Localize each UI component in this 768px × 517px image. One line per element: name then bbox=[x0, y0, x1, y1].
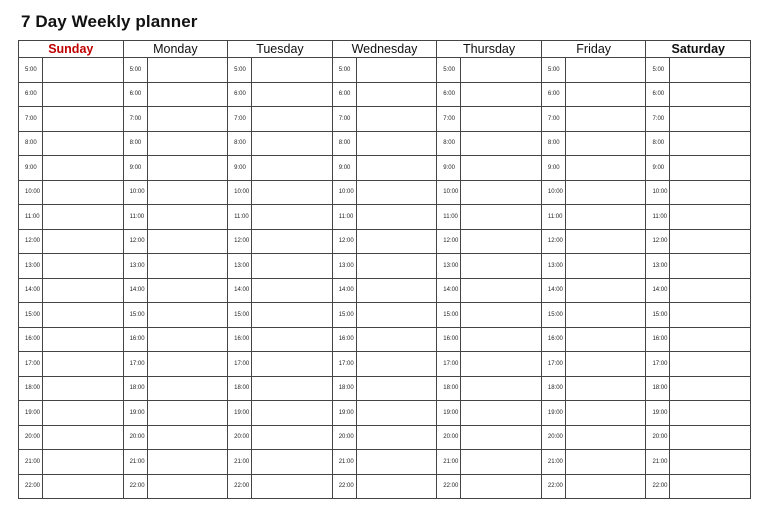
time-label: 19:00 bbox=[332, 401, 356, 426]
time-label: 17:00 bbox=[437, 352, 461, 377]
time-label: 21:00 bbox=[541, 450, 565, 475]
note-cell-saturday[interactable] bbox=[670, 474, 751, 499]
day-header-thursday: Thursday bbox=[437, 41, 542, 58]
time-row bbox=[19, 352, 751, 377]
day-header-monday: Monday bbox=[123, 41, 228, 58]
time-label: 12:00 bbox=[123, 229, 147, 254]
time-label: 21:00 bbox=[437, 450, 461, 475]
note-cell-wednesday[interactable] bbox=[356, 205, 437, 230]
time-label: 6:00 bbox=[19, 82, 43, 107]
time-label: 11:00 bbox=[541, 205, 565, 230]
time-label: 5:00 bbox=[123, 58, 147, 83]
time-label: 10:00 bbox=[437, 180, 461, 205]
time-label: 6:00 bbox=[541, 82, 565, 107]
time-label: 14:00 bbox=[541, 278, 565, 303]
note-cell-friday[interactable] bbox=[565, 107, 646, 132]
time-label: 18:00 bbox=[19, 376, 43, 401]
note-cell-sunday[interactable] bbox=[43, 425, 124, 450]
note-cell-friday[interactable] bbox=[565, 450, 646, 475]
time-label: 5:00 bbox=[332, 58, 356, 83]
note-cell-thursday[interactable] bbox=[461, 156, 542, 181]
note-cell-monday[interactable] bbox=[147, 327, 228, 352]
note-cell-tuesday[interactable] bbox=[252, 131, 333, 156]
note-cell-monday[interactable] bbox=[147, 401, 228, 426]
time-label: 7:00 bbox=[228, 107, 252, 132]
time-label: 20:00 bbox=[541, 425, 565, 450]
note-cell-wednesday[interactable] bbox=[356, 425, 437, 450]
note-cell-tuesday[interactable] bbox=[252, 425, 333, 450]
note-cell-thursday[interactable] bbox=[461, 229, 542, 254]
time-label: 15:00 bbox=[437, 303, 461, 328]
time-label: 13:00 bbox=[437, 254, 461, 279]
day-header-tuesday: Tuesday bbox=[228, 41, 333, 58]
time-label: 7:00 bbox=[19, 107, 43, 132]
time-label: 13:00 bbox=[19, 254, 43, 279]
note-cell-tuesday[interactable] bbox=[252, 474, 333, 499]
note-cell-thursday[interactable] bbox=[461, 205, 542, 230]
note-cell-wednesday[interactable] bbox=[356, 229, 437, 254]
note-cell-thursday[interactable] bbox=[461, 303, 542, 328]
time-row bbox=[19, 131, 751, 156]
time-label: 7:00 bbox=[123, 107, 147, 132]
note-cell-tuesday[interactable] bbox=[252, 254, 333, 279]
time-label: 6:00 bbox=[437, 82, 461, 107]
time-label: 10:00 bbox=[123, 180, 147, 205]
note-cell-saturday[interactable] bbox=[670, 82, 751, 107]
note-cell-wednesday[interactable] bbox=[356, 303, 437, 328]
time-label: 15:00 bbox=[646, 303, 670, 328]
note-cell-sunday[interactable] bbox=[43, 474, 124, 499]
time-label: 11:00 bbox=[646, 205, 670, 230]
time-label: 11:00 bbox=[228, 205, 252, 230]
time-row bbox=[19, 474, 751, 499]
time-label: 17:00 bbox=[541, 352, 565, 377]
note-cell-thursday[interactable] bbox=[461, 107, 542, 132]
note-cell-saturday[interactable] bbox=[670, 58, 751, 83]
time-label: 11:00 bbox=[437, 205, 461, 230]
note-cell-wednesday[interactable] bbox=[356, 107, 437, 132]
time-label: 13:00 bbox=[541, 254, 565, 279]
time-label: 11:00 bbox=[332, 205, 356, 230]
time-label: 16:00 bbox=[123, 327, 147, 352]
note-cell-saturday[interactable] bbox=[670, 156, 751, 181]
day-header-saturday: Saturday bbox=[646, 41, 751, 58]
time-label: 12:00 bbox=[541, 229, 565, 254]
note-cell-friday[interactable] bbox=[565, 229, 646, 254]
time-label: 6:00 bbox=[646, 82, 670, 107]
time-label: 11:00 bbox=[19, 205, 43, 230]
time-label: 12:00 bbox=[646, 229, 670, 254]
note-cell-thursday[interactable] bbox=[461, 376, 542, 401]
note-cell-tuesday[interactable] bbox=[252, 401, 333, 426]
time-label: 14:00 bbox=[123, 278, 147, 303]
time-label: 17:00 bbox=[123, 352, 147, 377]
note-cell-tuesday[interactable] bbox=[252, 376, 333, 401]
note-cell-tuesday[interactable] bbox=[252, 205, 333, 230]
time-label: 21:00 bbox=[228, 450, 252, 475]
note-cell-thursday[interactable] bbox=[461, 82, 542, 107]
time-label: 13:00 bbox=[123, 254, 147, 279]
time-label: 19:00 bbox=[541, 401, 565, 426]
time-label: 19:00 bbox=[19, 401, 43, 426]
note-cell-sunday[interactable] bbox=[43, 229, 124, 254]
note-cell-saturday[interactable] bbox=[670, 303, 751, 328]
note-cell-friday[interactable] bbox=[565, 131, 646, 156]
time-label: 16:00 bbox=[228, 327, 252, 352]
time-row bbox=[19, 82, 751, 107]
time-label: 16:00 bbox=[332, 327, 356, 352]
note-cell-friday[interactable] bbox=[565, 474, 646, 499]
time-label: 5:00 bbox=[437, 58, 461, 83]
note-cell-thursday[interactable] bbox=[461, 401, 542, 426]
time-label: 22:00 bbox=[123, 474, 147, 499]
note-cell-wednesday[interactable] bbox=[356, 180, 437, 205]
time-label: 8:00 bbox=[332, 131, 356, 156]
note-cell-sunday[interactable] bbox=[43, 58, 124, 83]
note-cell-sunday[interactable] bbox=[43, 205, 124, 230]
time-label: 14:00 bbox=[437, 278, 461, 303]
time-label: 9:00 bbox=[541, 156, 565, 181]
time-label: 9:00 bbox=[437, 156, 461, 181]
time-label: 8:00 bbox=[228, 131, 252, 156]
time-row bbox=[19, 156, 751, 181]
time-label: 22:00 bbox=[646, 474, 670, 499]
time-row bbox=[19, 205, 751, 230]
time-row bbox=[19, 327, 751, 352]
time-label: 15:00 bbox=[228, 303, 252, 328]
note-cell-monday[interactable] bbox=[147, 254, 228, 279]
time-label: 10:00 bbox=[228, 180, 252, 205]
time-label: 18:00 bbox=[437, 376, 461, 401]
time-label: 7:00 bbox=[541, 107, 565, 132]
note-cell-monday[interactable] bbox=[147, 205, 228, 230]
note-cell-saturday[interactable] bbox=[670, 131, 751, 156]
time-label: 20:00 bbox=[19, 425, 43, 450]
weekly-planner-grid bbox=[18, 40, 751, 499]
time-row bbox=[19, 229, 751, 254]
note-cell-wednesday[interactable] bbox=[356, 156, 437, 181]
note-cell-friday[interactable] bbox=[565, 82, 646, 107]
note-cell-sunday[interactable] bbox=[43, 352, 124, 377]
note-cell-thursday[interactable] bbox=[461, 180, 542, 205]
time-label: 22:00 bbox=[19, 474, 43, 499]
note-cell-friday[interactable] bbox=[565, 376, 646, 401]
time-label: 22:00 bbox=[437, 474, 461, 499]
note-cell-wednesday[interactable] bbox=[356, 58, 437, 83]
time-label: 12:00 bbox=[437, 229, 461, 254]
time-label: 18:00 bbox=[541, 376, 565, 401]
note-cell-sunday[interactable] bbox=[43, 278, 124, 303]
time-label: 7:00 bbox=[437, 107, 461, 132]
time-label: 8:00 bbox=[19, 131, 43, 156]
time-label: 13:00 bbox=[332, 254, 356, 279]
time-label: 12:00 bbox=[332, 229, 356, 254]
time-label: 12:00 bbox=[19, 229, 43, 254]
time-row bbox=[19, 376, 751, 401]
time-label: 21:00 bbox=[123, 450, 147, 475]
time-label: 18:00 bbox=[228, 376, 252, 401]
note-cell-friday[interactable] bbox=[565, 180, 646, 205]
note-cell-tuesday[interactable] bbox=[252, 450, 333, 475]
note-cell-sunday[interactable] bbox=[43, 131, 124, 156]
time-label: 16:00 bbox=[646, 327, 670, 352]
time-row bbox=[19, 303, 751, 328]
time-row bbox=[19, 401, 751, 426]
note-cell-saturday[interactable] bbox=[670, 254, 751, 279]
time-label: 14:00 bbox=[332, 278, 356, 303]
time-label: 8:00 bbox=[437, 131, 461, 156]
time-label: 22:00 bbox=[228, 474, 252, 499]
note-cell-wednesday[interactable] bbox=[356, 131, 437, 156]
time-label: 21:00 bbox=[19, 450, 43, 475]
time-label: 5:00 bbox=[228, 58, 252, 83]
note-cell-friday[interactable] bbox=[565, 352, 646, 377]
note-cell-friday[interactable] bbox=[565, 425, 646, 450]
note-cell-monday[interactable] bbox=[147, 474, 228, 499]
note-cell-thursday[interactable] bbox=[461, 327, 542, 352]
note-cell-sunday[interactable] bbox=[43, 180, 124, 205]
note-cell-monday[interactable] bbox=[147, 352, 228, 377]
time-label: 6:00 bbox=[228, 82, 252, 107]
day-header-row bbox=[19, 41, 751, 58]
time-label: 20:00 bbox=[332, 425, 356, 450]
note-cell-saturday[interactable] bbox=[670, 450, 751, 475]
note-cell-saturday[interactable] bbox=[670, 107, 751, 132]
note-cell-wednesday[interactable] bbox=[356, 474, 437, 499]
time-label: 21:00 bbox=[332, 450, 356, 475]
note-cell-friday[interactable] bbox=[565, 205, 646, 230]
note-cell-sunday[interactable] bbox=[43, 303, 124, 328]
time-label: 8:00 bbox=[123, 131, 147, 156]
note-cell-thursday[interactable] bbox=[461, 131, 542, 156]
time-label: 18:00 bbox=[332, 376, 356, 401]
time-label: 22:00 bbox=[541, 474, 565, 499]
note-cell-tuesday[interactable] bbox=[252, 327, 333, 352]
note-cell-monday[interactable] bbox=[147, 376, 228, 401]
note-cell-monday[interactable] bbox=[147, 131, 228, 156]
time-row bbox=[19, 278, 751, 303]
note-cell-thursday[interactable] bbox=[461, 58, 542, 83]
note-cell-thursday[interactable] bbox=[461, 278, 542, 303]
time-label: 17:00 bbox=[646, 352, 670, 377]
time-label: 14:00 bbox=[228, 278, 252, 303]
note-cell-saturday[interactable] bbox=[670, 352, 751, 377]
time-label: 10:00 bbox=[19, 180, 43, 205]
note-cell-monday[interactable] bbox=[147, 82, 228, 107]
time-label: 19:00 bbox=[646, 401, 670, 426]
note-cell-friday[interactable] bbox=[565, 401, 646, 426]
note-cell-monday[interactable] bbox=[147, 107, 228, 132]
note-cell-tuesday[interactable] bbox=[252, 156, 333, 181]
note-cell-wednesday[interactable] bbox=[356, 401, 437, 426]
time-label: 9:00 bbox=[228, 156, 252, 181]
day-header-friday: Friday bbox=[541, 41, 646, 58]
time-label: 9:00 bbox=[19, 156, 43, 181]
time-label: 17:00 bbox=[19, 352, 43, 377]
time-row bbox=[19, 450, 751, 475]
time-label: 20:00 bbox=[646, 425, 670, 450]
time-label: 18:00 bbox=[646, 376, 670, 401]
note-cell-thursday[interactable] bbox=[461, 352, 542, 377]
time-label: 5:00 bbox=[646, 58, 670, 83]
note-cell-sunday[interactable] bbox=[43, 156, 124, 181]
time-label: 14:00 bbox=[646, 278, 670, 303]
time-label: 20:00 bbox=[228, 425, 252, 450]
note-cell-monday[interactable] bbox=[147, 425, 228, 450]
note-cell-friday[interactable] bbox=[565, 303, 646, 328]
time-label: 14:00 bbox=[19, 278, 43, 303]
time-label: 22:00 bbox=[332, 474, 356, 499]
note-cell-monday[interactable] bbox=[147, 58, 228, 83]
note-cell-thursday[interactable] bbox=[461, 474, 542, 499]
time-label: 16:00 bbox=[19, 327, 43, 352]
time-row bbox=[19, 254, 751, 279]
note-cell-friday[interactable] bbox=[565, 278, 646, 303]
time-label: 5:00 bbox=[19, 58, 43, 83]
note-cell-sunday[interactable] bbox=[43, 450, 124, 475]
note-cell-sunday[interactable] bbox=[43, 376, 124, 401]
time-label: 16:00 bbox=[437, 327, 461, 352]
time-label: 16:00 bbox=[541, 327, 565, 352]
note-cell-wednesday[interactable] bbox=[356, 278, 437, 303]
time-label: 12:00 bbox=[228, 229, 252, 254]
time-label: 11:00 bbox=[123, 205, 147, 230]
time-label: 13:00 bbox=[228, 254, 252, 279]
time-label: 21:00 bbox=[646, 450, 670, 475]
note-cell-saturday[interactable] bbox=[670, 180, 751, 205]
note-cell-tuesday[interactable] bbox=[252, 352, 333, 377]
note-cell-thursday[interactable] bbox=[461, 254, 542, 279]
note-cell-sunday[interactable] bbox=[43, 401, 124, 426]
time-label: 6:00 bbox=[332, 82, 356, 107]
day-header-wednesday: Wednesday bbox=[332, 41, 437, 58]
time-label: 15:00 bbox=[541, 303, 565, 328]
time-label: 8:00 bbox=[541, 131, 565, 156]
note-cell-wednesday[interactable] bbox=[356, 254, 437, 279]
note-cell-saturday[interactable] bbox=[670, 278, 751, 303]
time-label: 17:00 bbox=[228, 352, 252, 377]
time-label: 7:00 bbox=[332, 107, 356, 132]
note-cell-tuesday[interactable] bbox=[252, 58, 333, 83]
note-cell-friday[interactable] bbox=[565, 327, 646, 352]
note-cell-tuesday[interactable] bbox=[252, 82, 333, 107]
note-cell-monday[interactable] bbox=[147, 278, 228, 303]
time-label: 10:00 bbox=[541, 180, 565, 205]
time-label: 9:00 bbox=[332, 156, 356, 181]
time-label: 19:00 bbox=[123, 401, 147, 426]
time-label: 10:00 bbox=[332, 180, 356, 205]
note-cell-saturday[interactable] bbox=[670, 376, 751, 401]
note-cell-saturday[interactable] bbox=[670, 205, 751, 230]
note-cell-wednesday[interactable] bbox=[356, 82, 437, 107]
note-cell-friday[interactable] bbox=[565, 58, 646, 83]
time-label: 19:00 bbox=[228, 401, 252, 426]
note-cell-tuesday[interactable] bbox=[252, 107, 333, 132]
note-cell-wednesday[interactable] bbox=[356, 376, 437, 401]
time-label: 15:00 bbox=[19, 303, 43, 328]
note-cell-sunday[interactable] bbox=[43, 254, 124, 279]
note-cell-wednesday[interactable] bbox=[356, 327, 437, 352]
note-cell-saturday[interactable] bbox=[670, 229, 751, 254]
page-title: 7 Day Weekly planner bbox=[21, 12, 198, 31]
time-label: 9:00 bbox=[646, 156, 670, 181]
note-cell-monday[interactable] bbox=[147, 156, 228, 181]
note-cell-monday[interactable] bbox=[147, 180, 228, 205]
note-cell-monday[interactable] bbox=[147, 303, 228, 328]
time-label: 13:00 bbox=[646, 254, 670, 279]
note-cell-tuesday[interactable] bbox=[252, 180, 333, 205]
note-cell-saturday[interactable] bbox=[670, 401, 751, 426]
time-label: 20:00 bbox=[437, 425, 461, 450]
day-header-sunday: Sunday bbox=[19, 41, 124, 58]
time-label: 19:00 bbox=[437, 401, 461, 426]
note-cell-friday[interactable] bbox=[565, 254, 646, 279]
time-label: 7:00 bbox=[646, 107, 670, 132]
note-cell-saturday[interactable] bbox=[670, 327, 751, 352]
note-cell-saturday[interactable] bbox=[670, 425, 751, 450]
note-cell-thursday[interactable] bbox=[461, 425, 542, 450]
time-label: 10:00 bbox=[646, 180, 670, 205]
time-label: 9:00 bbox=[123, 156, 147, 181]
note-cell-thursday[interactable] bbox=[461, 450, 542, 475]
note-cell-tuesday[interactable] bbox=[252, 278, 333, 303]
note-cell-tuesday[interactable] bbox=[252, 303, 333, 328]
time-label: 15:00 bbox=[123, 303, 147, 328]
time-row bbox=[19, 425, 751, 450]
time-label: 5:00 bbox=[541, 58, 565, 83]
note-cell-monday[interactable] bbox=[147, 450, 228, 475]
note-cell-tuesday[interactable] bbox=[252, 229, 333, 254]
note-cell-friday[interactable] bbox=[565, 156, 646, 181]
note-cell-wednesday[interactable] bbox=[356, 352, 437, 377]
note-cell-monday[interactable] bbox=[147, 229, 228, 254]
note-cell-sunday[interactable] bbox=[43, 82, 124, 107]
time-row bbox=[19, 107, 751, 132]
note-cell-wednesday[interactable] bbox=[356, 450, 437, 475]
note-cell-sunday[interactable] bbox=[43, 107, 124, 132]
time-label: 17:00 bbox=[332, 352, 356, 377]
time-label: 8:00 bbox=[646, 131, 670, 156]
time-label: 6:00 bbox=[123, 82, 147, 107]
time-label: 20:00 bbox=[123, 425, 147, 450]
note-cell-sunday[interactable] bbox=[43, 327, 124, 352]
time-row bbox=[19, 58, 751, 83]
time-label: 15:00 bbox=[332, 303, 356, 328]
time-label: 18:00 bbox=[123, 376, 147, 401]
time-row bbox=[19, 180, 751, 205]
